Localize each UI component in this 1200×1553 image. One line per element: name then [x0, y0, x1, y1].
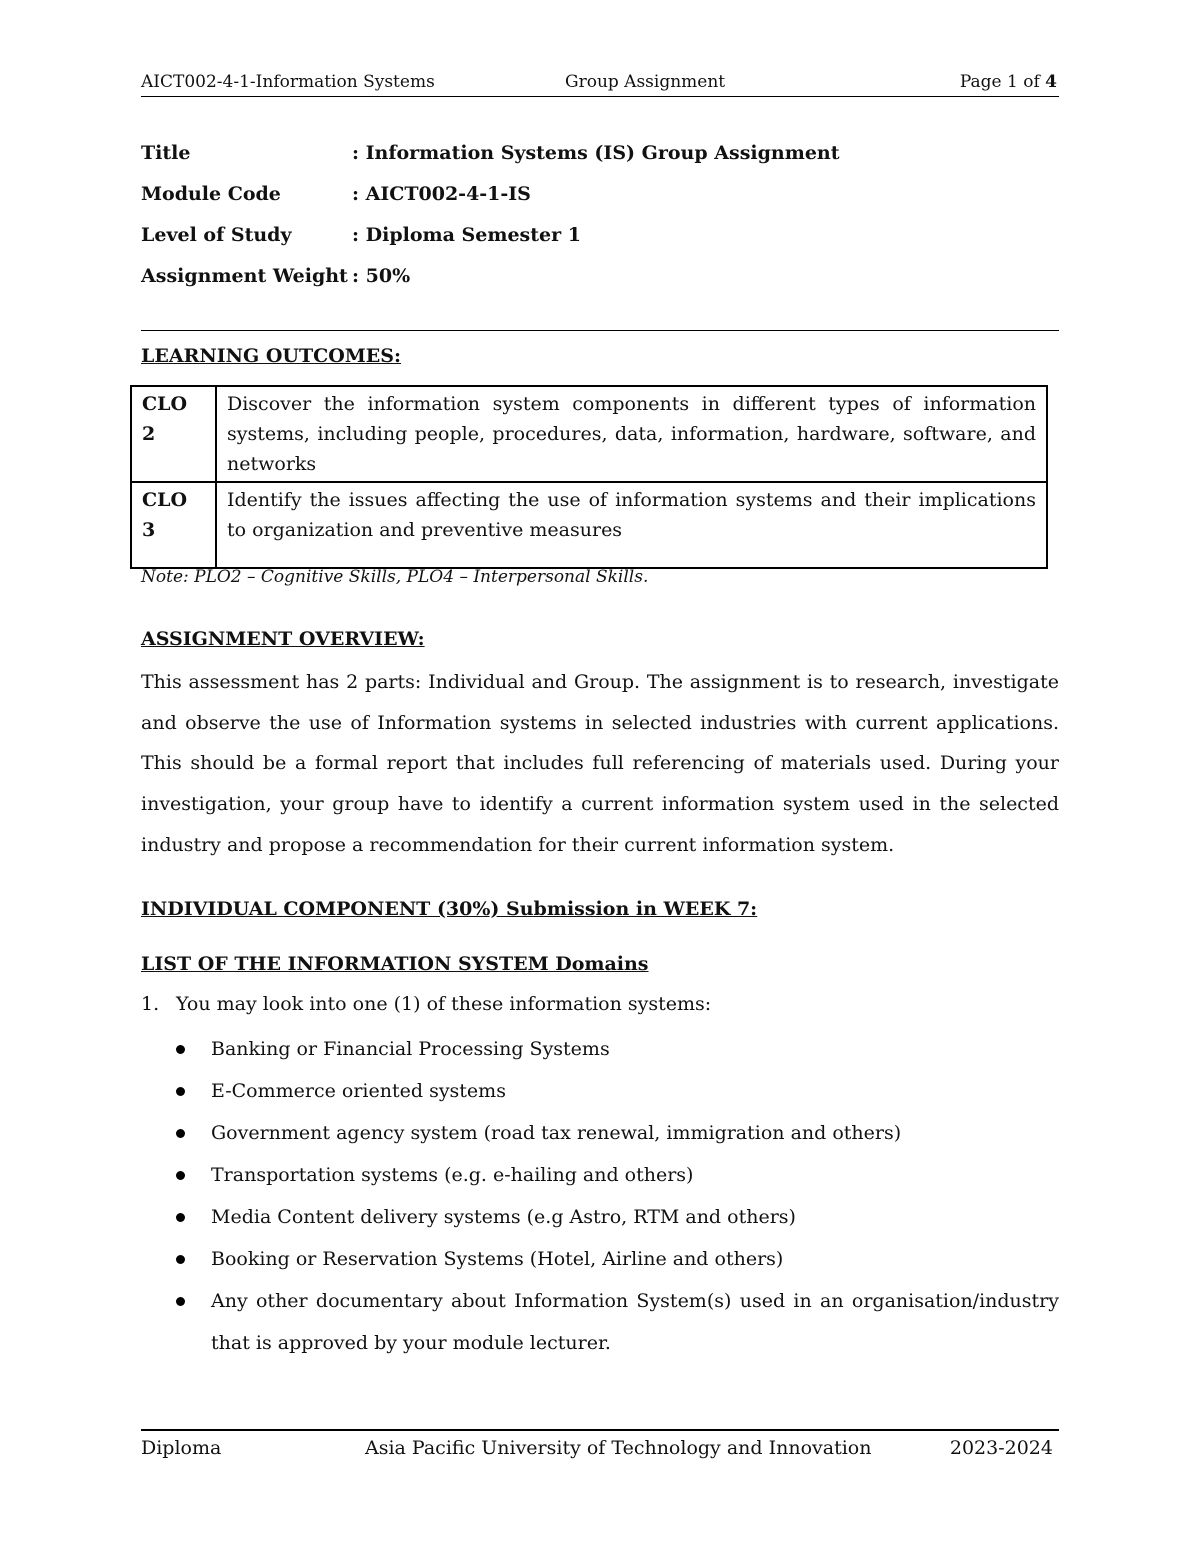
clo-code-label: CLO [142, 393, 188, 415]
page-footer [141, 1429, 1059, 1461]
list-item-text: E-Commerce oriented systems [211, 1080, 506, 1102]
clo-code [131, 482, 216, 568]
table-row [131, 386, 1047, 482]
footer-level: Diploma [141, 1437, 222, 1459]
clo-description: Discover the information system components in different types of information systems, including people, procedures, data, information, hardware, software, and networks [216, 386, 1047, 482]
individual-component-title: INDIVIDUAL COMPONENT (30%) Submission in WEEK 7: [141, 898, 758, 920]
list-item [171, 1112, 1059, 1154]
table-row [131, 482, 1047, 568]
header-module: AICT002-4-1-Information Systems [141, 72, 435, 92]
page-total: 4 [1045, 72, 1057, 92]
divider [141, 330, 1059, 331]
list-item-text: Any other documentary about Information System(s) used in an organisation/industry that is approved by your module lecturer. [211, 1290, 1059, 1354]
bullet-icon [176, 1129, 185, 1138]
meta-value: : 50% [352, 265, 411, 287]
meta-value: : Information Systems (IS) Group Assignment [352, 142, 840, 164]
clo-code [131, 386, 216, 482]
meta-label: Assignment Weight [141, 265, 348, 287]
meta-value: : AICT002-4-1-IS [352, 183, 531, 205]
meta-label: Title [141, 142, 191, 164]
page-header [141, 72, 1059, 97]
learning-outcomes-title: LEARNING OUTCOMES: [141, 345, 402, 367]
list-item-text: Booking or Reservation Systems (Hotel, Airline and others) [211, 1248, 784, 1270]
bullet-icon [176, 1297, 185, 1306]
list-item [171, 1070, 1059, 1112]
bullet-icon [176, 1087, 185, 1096]
list-item-text: Government agency system (road tax renewal, immigration and others) [211, 1122, 902, 1144]
bullet-icon [176, 1171, 185, 1180]
page-prefix: Page 1 of [959, 72, 1046, 92]
domains-bullet-list [171, 1028, 1059, 1364]
overview-paragraph: This assessment has 2 parts: Individual and Group. The assignment is to research, investigate and observe the use of Information systems in selected industries with current applications. This should be a formal report that includes full referencing of materials used. During your investigation, your group have to identify a current information system used in the selected industry and propose a recommendation for their current information system. [141, 671, 1059, 856]
clo-code-label: CLO [142, 489, 188, 511]
bullet-icon [176, 1213, 185, 1222]
plo-note: Note: PLO2 – Cognitive Skills, PLO4 – Interpersonal Skills. [141, 567, 649, 587]
item-number: 1. [141, 993, 160, 1015]
clo-code-number: 3 [142, 519, 156, 541]
overview-title: ASSIGNMENT OVERVIEW: [141, 628, 425, 650]
list-item-text: Transportation systems (e.g. e-hailing and others) [211, 1164, 694, 1186]
numbered-item [141, 993, 711, 1015]
header-page-number [960, 72, 1057, 92]
list-item [171, 1280, 1059, 1364]
learning-outcomes-table [130, 385, 1048, 569]
meta-value: : Diploma Semester 1 [352, 224, 581, 246]
bullet-icon [176, 1045, 185, 1054]
meta-label: Level of Study [141, 224, 292, 246]
list-item-text: Media Content delivery systems (e.g Astro, RTM and others) [211, 1206, 796, 1228]
item-text: You may look into one (1) of these information systems: [176, 993, 712, 1015]
list-item [171, 1028, 1059, 1070]
list-item [171, 1238, 1059, 1280]
list-item [171, 1154, 1059, 1196]
clo-code-number: 2 [142, 423, 156, 445]
footer-institution: Asia Pacific University of Technology and Innovation [365, 1437, 872, 1459]
footer-year: 2023-2024 [949, 1437, 1053, 1459]
document-page [141, 0, 1059, 1553]
domains-list-title: LIST OF THE INFORMATION SYSTEM Domains [141, 953, 649, 975]
clo-description: Identify the issues affecting the use of information systems and their implications to organization and preventive measures [216, 482, 1047, 568]
list-item [171, 1196, 1059, 1238]
list-item-text: Banking or Financial Processing Systems [211, 1038, 610, 1060]
bullet-icon [176, 1255, 185, 1264]
meta-label: Module Code [141, 183, 281, 205]
header-assignment-type: Group Assignment [565, 72, 726, 92]
